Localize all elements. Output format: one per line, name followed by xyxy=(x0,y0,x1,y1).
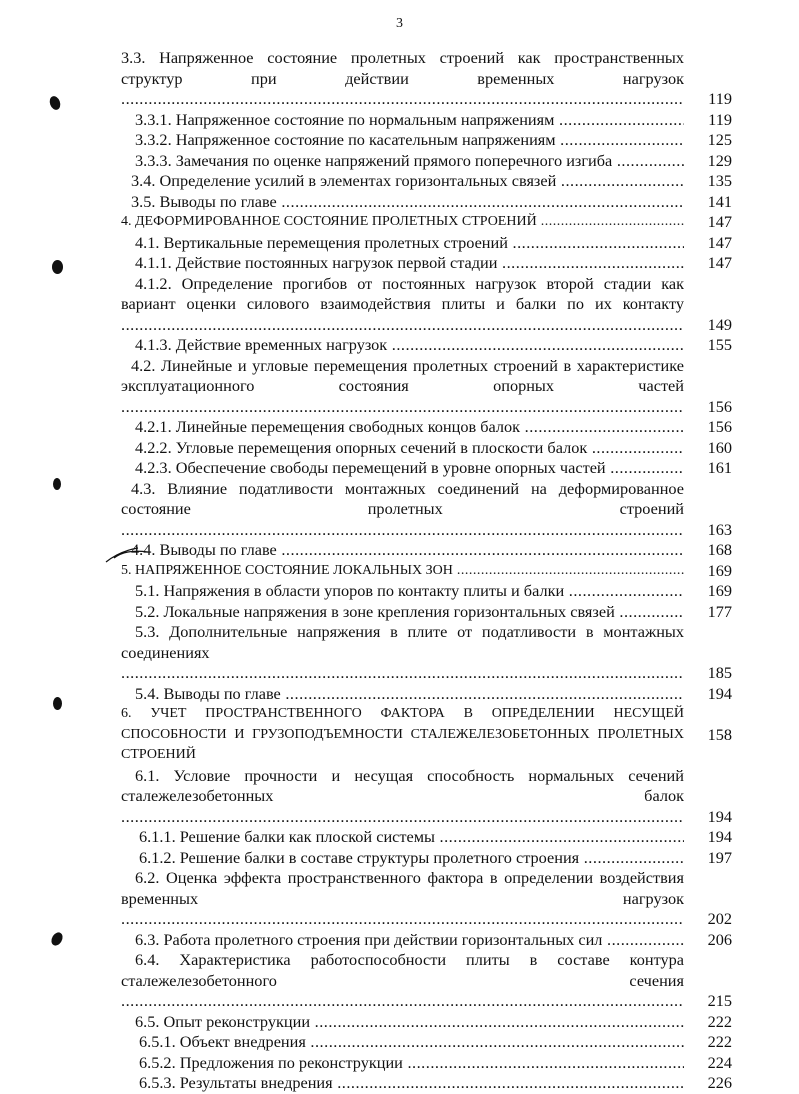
toc-row xyxy=(121,192,732,213)
toc-row xyxy=(121,1053,732,1074)
toc-page-number: 141 xyxy=(707,191,732,211)
toc-page-number: 224 xyxy=(707,1052,732,1072)
toc-page-number: 185 xyxy=(707,663,732,682)
toc-page-number: 161 xyxy=(707,458,732,477)
toc-entry-text: 6.1.2. Решение балки в составе структуры пролетного строения ..... xyxy=(121,848,684,869)
toc-entry-text: 5. НАПРЯЖЕННОЕ СОСТОЯНИЕ ЛОКАЛЬНЫХ ЗОН ..... xyxy=(121,561,684,582)
toc-entry-text: 5.1. Напряжения в области упоров по контакту плиты и балки ..... xyxy=(121,581,684,602)
toc-row xyxy=(121,1012,732,1033)
toc-entry-text: 3.3. Напряженное состояние пролетных строений как пространственных структур при действии временных нагрузок ..... xyxy=(121,48,684,110)
toc-entry-text: 6.5.1. Объект внедрения ..... xyxy=(121,1032,684,1053)
toc-row xyxy=(121,274,732,336)
toc-page-number: 147 xyxy=(707,212,732,231)
toc-entry-text: 4.1.1. Действие постоянных нагрузок первой стадии ..... xyxy=(121,253,684,274)
toc-entry-text: 6.5. Опыт реконструкции ..... xyxy=(121,1012,684,1033)
toc-entry-text: 6.2. Оценка эффекта пространственного фактора в определении воздействия временных нагрузок ..... xyxy=(121,868,684,930)
toc-entry-text: 6.1.1. Решение балки как плоской системы ..... xyxy=(121,827,684,848)
toc-entry-text: 6.5.2. Предложения по реконструкции ..... xyxy=(121,1053,684,1074)
toc-page-number: 194 xyxy=(707,827,732,846)
toc-row xyxy=(121,458,732,479)
toc-page-number: 169 xyxy=(707,560,732,580)
toc-row xyxy=(121,335,732,356)
toc-page-number: 129 xyxy=(707,150,732,170)
toc-row xyxy=(121,212,732,233)
table-of-contents xyxy=(121,48,732,1094)
toc-page-number: 202 xyxy=(707,909,732,928)
toc-row xyxy=(121,622,732,684)
toc-entry-text: 4.2. Линейные и угловые перемещения пролетных строений в характеристике эксплуатационного состояния опорных частей ..... xyxy=(121,356,684,418)
toc-page-number: 197 xyxy=(707,847,732,867)
toc-entry-text: 3.3.3. Замечания по оценке напряжений прямого поперечного изгиба ..... xyxy=(121,151,684,172)
toc-page-number: 119 xyxy=(708,89,732,108)
toc-row xyxy=(121,930,732,951)
toc-row xyxy=(121,151,732,172)
toc-entry-text: 3.3.2. Напряженное состояние по касательным напряжениям ..... xyxy=(121,130,684,151)
toc-row xyxy=(121,540,732,561)
toc-entry-text: 4. ДЕФОРМИРОВАННОЕ СОСТОЯНИЕ ПРОЛЕТНЫХ СТРОЕНИЙ ..... xyxy=(121,212,684,233)
toc-page-number: 156 xyxy=(707,417,732,436)
punch-mark xyxy=(53,478,61,490)
toc-row xyxy=(121,479,732,541)
toc-entry-text: 3.3.1. Напряженное состояние по нормальным напряжениям ..... xyxy=(121,110,684,131)
toc-entry-text: 4.2.3. Обеспечение свободы перемещений в уровне опорных частей ..... xyxy=(121,458,684,479)
toc-row xyxy=(121,1073,732,1094)
toc-row xyxy=(121,561,732,582)
toc-row xyxy=(121,417,732,438)
toc-row xyxy=(121,950,732,1012)
toc-entry-text: 6.4. Характеристика работоспособности плиты в составе контура сталежелезобетонного сечения ..... xyxy=(121,950,684,1012)
toc-entry-text: 4.2.2. Угловые перемещения опорных сечений в плоскости балок ..... xyxy=(121,438,684,459)
toc-page-number: 168 xyxy=(707,540,732,559)
toc-row xyxy=(121,438,732,459)
toc-row xyxy=(121,171,732,192)
toc-entry-text: 3.4. Определение усилий в элементах горизонтальных связей ..... xyxy=(121,171,684,192)
toc-row xyxy=(121,704,732,766)
toc-entry-text: 4.2.1. Линейные перемещения свободных концов балок ..... xyxy=(121,417,684,438)
pen-scribble xyxy=(104,538,150,568)
toc-page-number: 169 xyxy=(707,581,732,600)
toc-page-number: 215 xyxy=(707,991,732,1010)
toc-page-number: 222 xyxy=(707,1011,732,1031)
toc-row xyxy=(121,766,732,828)
toc-entry-text: 4.4. Выводы по главе ..... xyxy=(121,540,684,561)
toc-page-number: 222 xyxy=(707,1032,732,1051)
toc-row xyxy=(121,356,732,418)
toc-entry-text: 4.1. Вертикальные перемещения пролетных строений ..... xyxy=(121,233,684,254)
punch-mark xyxy=(48,95,62,112)
toc-page-number: 160 xyxy=(707,437,732,457)
toc-entry-text: 3.5. Выводы по главе ..... xyxy=(121,192,684,213)
toc-entry-text: 5.2. Локальные напряжения в зоне крепления горизонтальных связей ..... xyxy=(121,602,684,623)
toc-row xyxy=(121,868,732,930)
toc-page-number: 135 xyxy=(707,171,732,190)
toc-entry-text: 6.1. Условие прочности и несущая способность нормальных сечений сталежелезобетонных балок ..... xyxy=(121,766,684,828)
toc-entry-text: 6. УЧЕТ ПРОСТРАНСТВЕННОГО ФАКТОРА В ОПРЕДЕЛЕНИИ НЕСУЩЕЙ СПОСОБНОСТИ И ГРУЗОПОДЪЕМНОСТИ СТАЛЕЖЕЛЕЗОБЕТОННЫХ ПРОЛЕТНЫХ СТРОЕНИЙ xyxy=(121,706,684,762)
toc-page-number: 163 xyxy=(707,519,732,539)
toc-page-number: 158 xyxy=(707,724,732,744)
toc-page-number: 206 xyxy=(707,929,732,949)
toc-page-number: 194 xyxy=(707,683,732,703)
toc-page-number: 226 xyxy=(707,1073,732,1092)
toc-page-number: 177 xyxy=(707,601,732,621)
toc-row xyxy=(121,684,732,705)
toc-row xyxy=(121,827,732,848)
toc-page-number: 125 xyxy=(707,130,732,149)
toc-row xyxy=(121,130,732,151)
toc-row xyxy=(121,581,732,602)
punch-mark xyxy=(49,930,65,947)
toc-page-number: 147 xyxy=(707,253,732,272)
toc-page-number: 147 xyxy=(707,232,732,252)
toc-page-number: 155 xyxy=(707,335,732,354)
toc-entry-text: 6.5.3. Результаты внедрения ..... xyxy=(121,1073,684,1094)
toc-entry-text: 5.4. Выводы по главе ..... xyxy=(121,684,684,705)
toc-row xyxy=(121,110,732,131)
toc-page-number: 149 xyxy=(707,314,732,334)
toc-page-number: 194 xyxy=(707,806,732,826)
toc-entry-text: 6.3. Работа пролетного строения при действии горизонтальных сил ..... xyxy=(121,930,684,951)
toc-row xyxy=(121,1032,732,1053)
toc-row xyxy=(121,48,732,110)
toc-entry-text: 4.1.3. Действие временных нагрузок ..... xyxy=(121,335,684,356)
toc-entry-text: 4.3. Влияние податливости монтажных соединений на деформированное состояние пролетных строений ..... xyxy=(121,479,684,541)
toc-row xyxy=(121,602,732,623)
toc-page-number: 156 xyxy=(707,396,732,416)
page-number: 3 xyxy=(396,16,403,31)
toc-entry-text: 4.1.2. Определение прогибов от постоянных нагрузок второй стадии как вариант оценки силового взаимодействия плиты и балки по их контакту ..... xyxy=(121,274,684,336)
punch-mark xyxy=(52,260,63,274)
toc-row xyxy=(121,233,732,254)
punch-mark xyxy=(53,697,62,710)
toc-entry-text: 5.3. Дополнительные напряжения в плите от податливости в монтажных соединениях ..... xyxy=(121,622,684,684)
toc-page-number: 119 xyxy=(708,109,732,129)
toc-row xyxy=(121,253,732,274)
toc-row xyxy=(121,848,732,869)
